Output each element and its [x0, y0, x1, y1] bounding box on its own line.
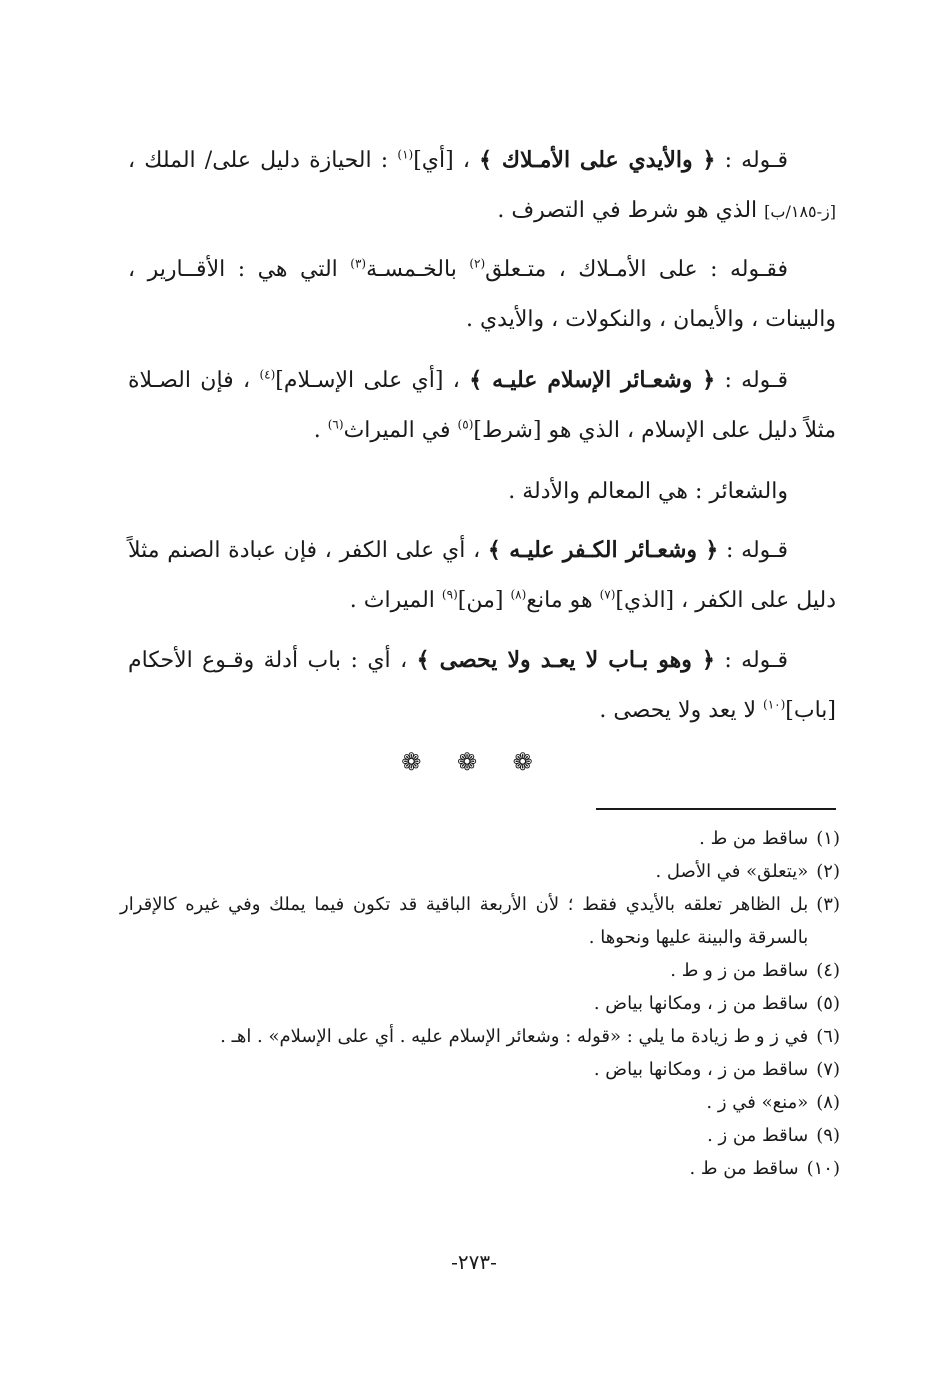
footnote-ref: (١) [397, 147, 414, 162]
footnote-text: ساقط من ط . [699, 828, 809, 849]
footnote-ref: (٥) [457, 417, 474, 432]
footnote-number: (٨) [816, 1092, 840, 1113]
text: قـوله : [715, 368, 789, 393]
text: : الحيازة دليل على/ الملك ، [128, 148, 398, 173]
text: بالخـمسـة [366, 257, 470, 282]
section-separator: ❁ ❁ ❁ [401, 748, 547, 776]
footnote-ref: (١٠) [763, 697, 786, 712]
footnote-text: ساقط من ز و ط . [670, 960, 809, 981]
footnote-text: «منع» في ز . [706, 1092, 809, 1113]
footnote-ref: (٨) [510, 587, 527, 602]
footnote-rule [596, 808, 836, 810]
paragraph-1 [128, 135, 836, 237]
text: . [313, 418, 328, 443]
footnote [120, 1152, 840, 1185]
text: [من] [457, 588, 511, 613]
footnote-text: في ز و ط زيادة ما يلي : «قوله : وشعائر الإسلام عليه . أي على الإسلام» . اهـ . [220, 1026, 809, 1047]
main-text [128, 245, 836, 345]
text: ، أي على الكفر ، فإن عبادة الصنم مثلاً دليل على الكفر ، [الذي] [128, 538, 836, 613]
footnote [120, 1119, 840, 1152]
quoted-matn: ﴿ وشعـائر الكـفر عليـه ﴾ [487, 537, 719, 563]
text: ، فإن الصـلاة مثلاً دليل على الإسلام ، الذي هو [شرط] [128, 368, 836, 443]
text: لا يعد ولا يحصى . [599, 698, 764, 723]
footnote-number: (٥) [816, 993, 840, 1014]
footnote-text: ساقط من ز ، ومكانها بياض . [593, 993, 809, 1014]
footnote-number: (٦) [816, 1026, 840, 1047]
footnote-number: (٢) [816, 861, 840, 882]
footnote-ref: (٩) [441, 587, 458, 602]
paragraph-5 [128, 525, 836, 626]
footnote-number: (٣) [816, 894, 840, 915]
footnote-ref: (٢) [469, 256, 486, 271]
footnote [120, 1086, 840, 1119]
quoted-matn: ﴿ وشعـائر الإسلام عليـه ﴾ [469, 367, 716, 393]
footnote-number: (٧) [816, 1059, 840, 1080]
footnote-ref: (٦) [327, 417, 344, 432]
text: فقـوله : على الأمـلاك ، متـعلق [485, 257, 788, 282]
text: الميراث . [349, 588, 442, 613]
text: ، أي : باب أدلة وقـوع الأحكام [باب] [128, 648, 836, 723]
footnote [120, 855, 840, 888]
main-text [128, 635, 836, 736]
footnote [120, 1053, 840, 1086]
footnote [120, 954, 840, 987]
footnote [120, 888, 840, 954]
paragraph-2 [128, 245, 836, 345]
footnote-text: «يتعلق» في الأصل . [655, 861, 809, 882]
main-text [128, 355, 836, 456]
footnote-text: ساقط من ز . [707, 1125, 809, 1146]
main-text [128, 525, 836, 626]
paragraph-6 [128, 635, 836, 736]
paragraph-3 [128, 355, 836, 456]
text: التي هي : الأقــارير ، والبينات ، والأيمان ، والنكولات ، والأيدي . [128, 257, 836, 332]
text: ، [أي] [413, 148, 480, 173]
text: في الميراث [343, 418, 458, 443]
footnote-text: ساقط من ز ، ومكانها بياض . [593, 1059, 809, 1080]
paragraph-4: والشعائر : هي المعالم والأدلة . [508, 479, 788, 504]
text: قـوله : [715, 148, 788, 173]
footnote-text: ساقط من ط . [689, 1158, 799, 1179]
text: الذي هو شرط في التصرف . [497, 198, 765, 223]
footnotes [120, 822, 840, 1185]
main-text [128, 135, 836, 237]
quoted-matn: ﴿ والأيدي على الأمـلاك ﴾ [479, 147, 716, 173]
footnote-number: (٩) [816, 1125, 840, 1146]
footnote [120, 822, 840, 855]
footnote [120, 1020, 840, 1053]
footnote-ref: (٣) [350, 256, 367, 271]
footnote-ref: (٧) [599, 587, 616, 602]
footnote-text: بل الظاهر تعلقه بالأيدي فقط ؛ لأن الأربعة الباقية قد تكون فيما يملك وفي غيره كالإقرار بالسرقة والبينة عليها ونحوها . [120, 894, 809, 948]
quoted-matn: ﴿ وهو بـاب لا يعـد ولا يحصى ﴾ [416, 647, 715, 673]
text: قـوله : [714, 648, 788, 673]
page-number: -٢٧٣- [451, 1250, 497, 1274]
text: ، [أي على الإسـلام] [275, 368, 470, 393]
footnote [120, 987, 840, 1020]
main-text [128, 467, 836, 517]
text: هو مانع [526, 588, 600, 613]
footnote-number: (١) [816, 828, 840, 849]
footnote-ref: (٤) [259, 367, 276, 382]
margin-note: [ز-١٨٥/ب] [764, 202, 836, 221]
footnote-number: (٤) [816, 960, 840, 981]
text: قـوله : [718, 538, 788, 563]
footnote-number: (١٠) [806, 1158, 840, 1179]
